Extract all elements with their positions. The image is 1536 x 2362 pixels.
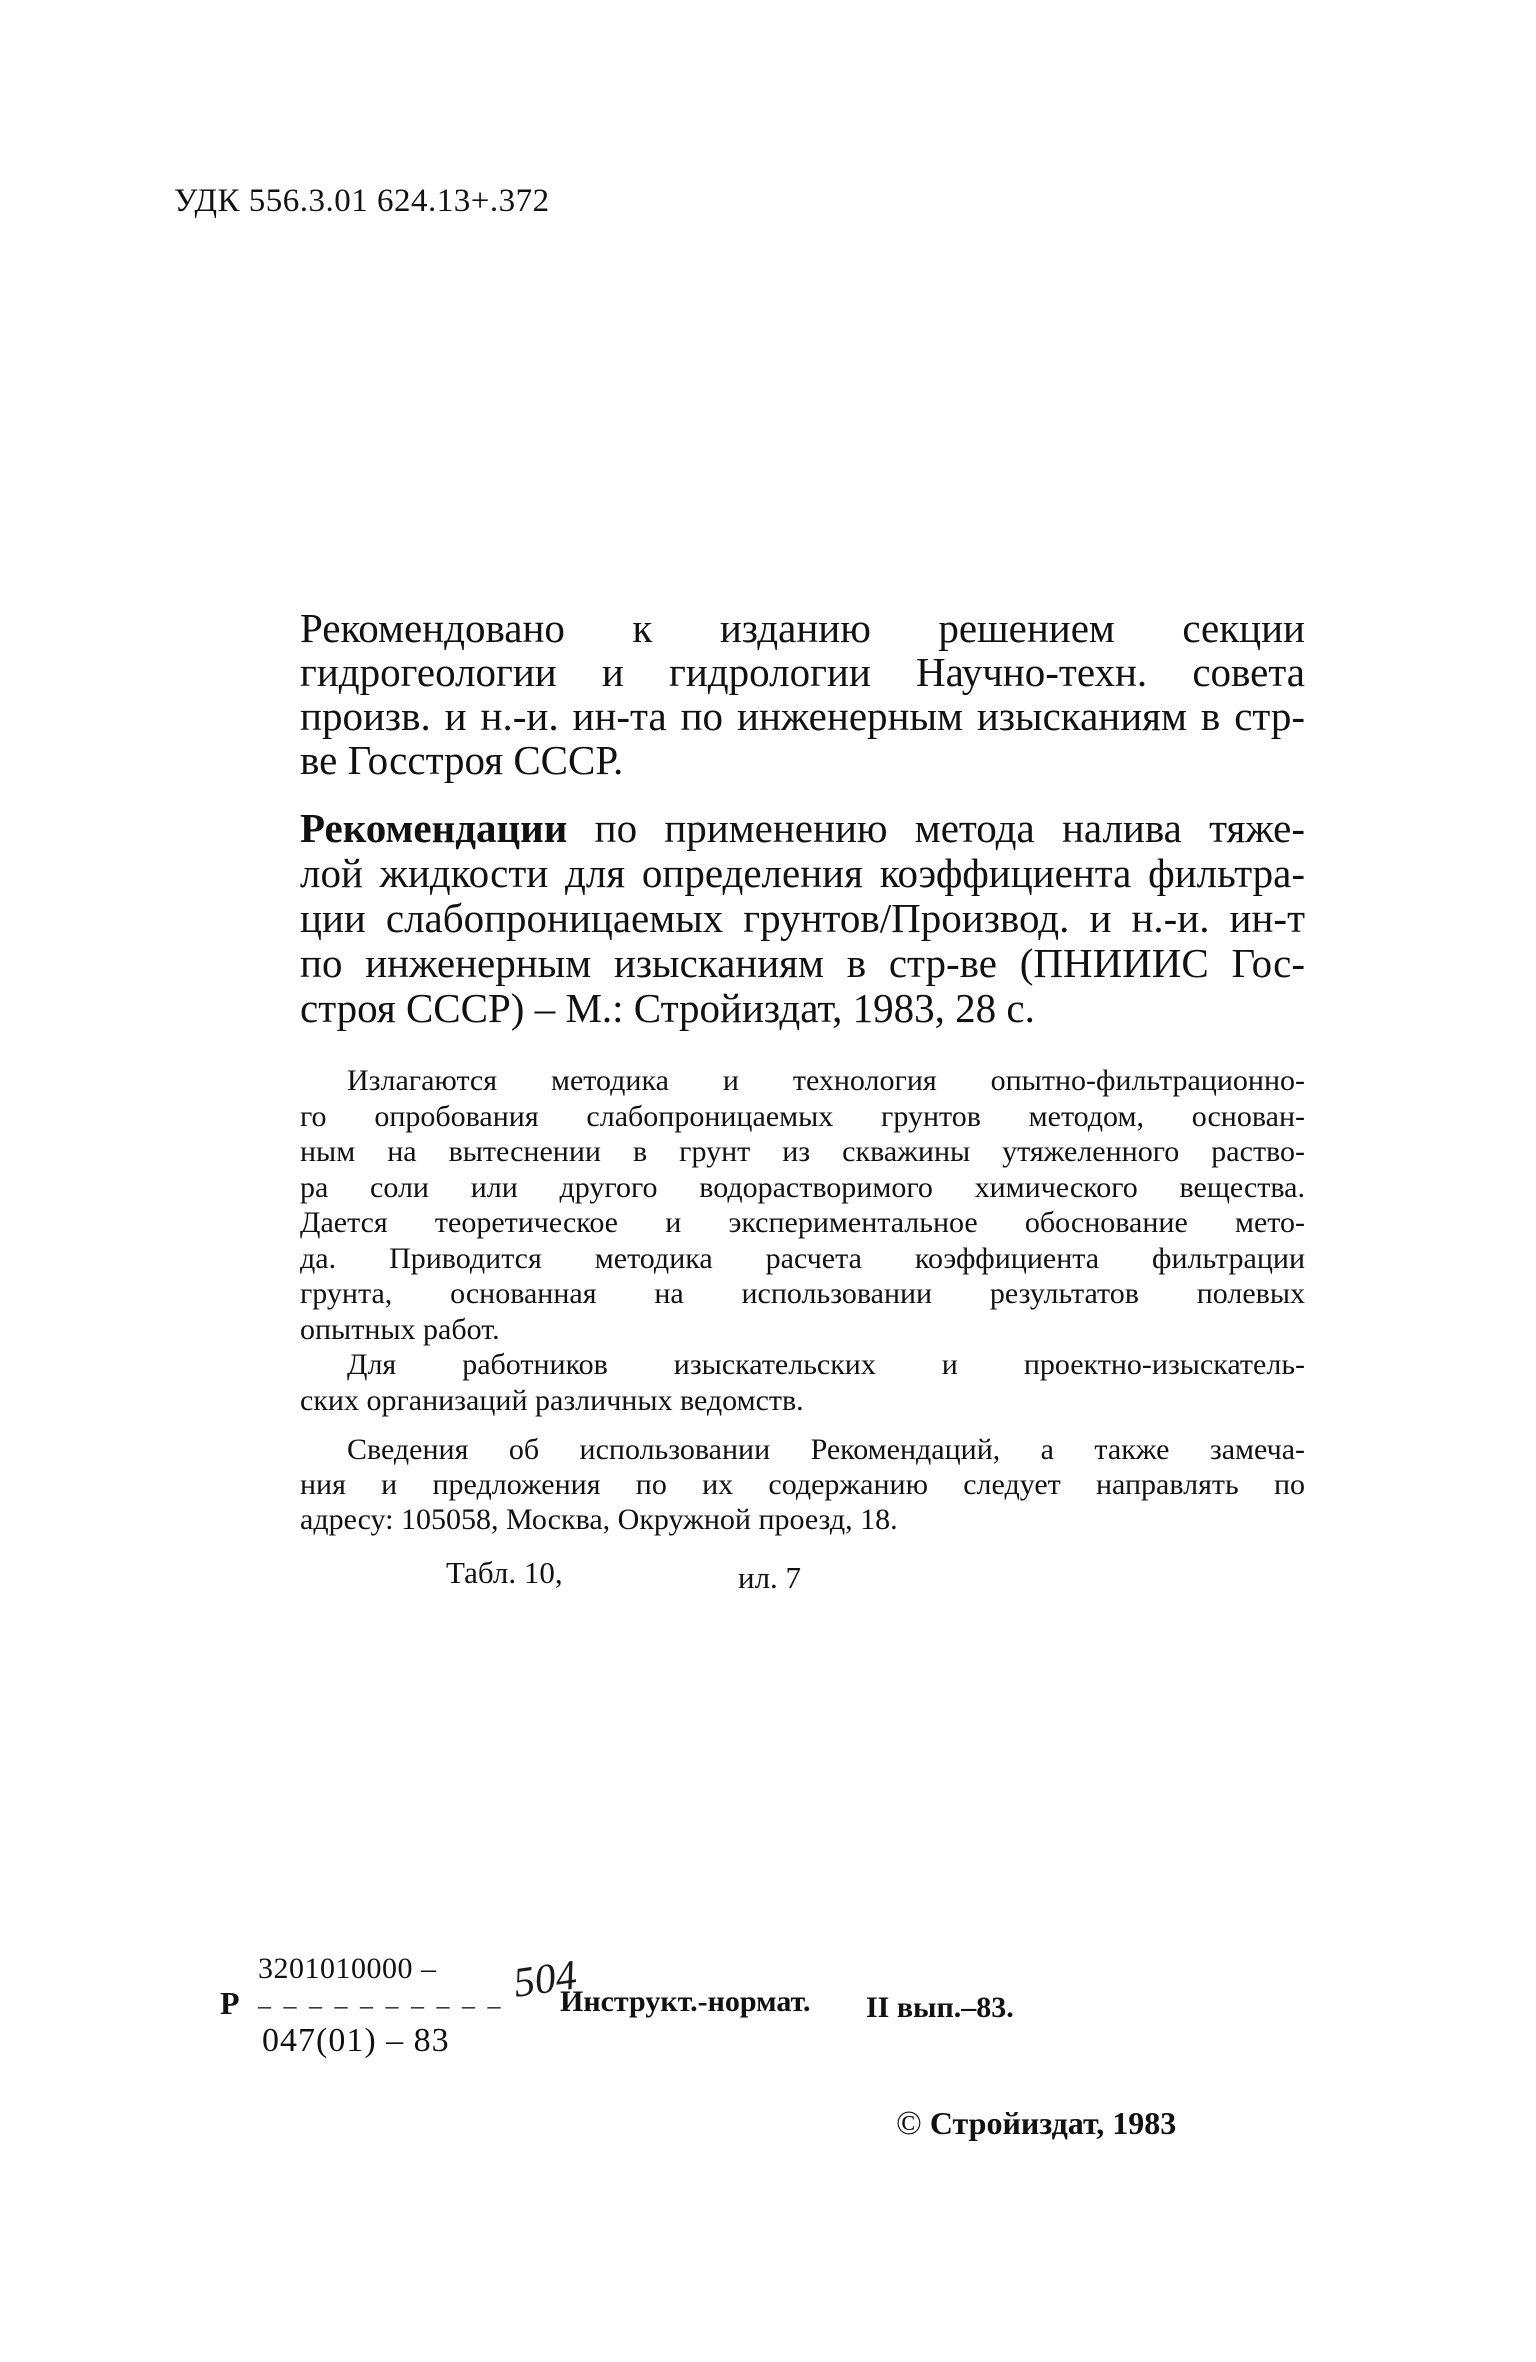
abstract-line: грунта, основанная на использовании результатов полевых: [300, 1277, 1305, 1310]
abstract-line: Излагаются методика и технология опытно-фильтрационно-: [347, 1064, 1305, 1097]
copyright-symbol: ©: [896, 2105, 922, 2142]
series-label: Инструкт.-нормат.: [560, 1985, 811, 2018]
bibliography-line: по инженерным изысканиям в стр-ве (ПНИИИС Гос-: [300, 940, 1305, 986]
bibliographic-description: [300, 806, 1305, 1031]
audience-line: Для работников изыскательских и проектно-изыскатель-: [347, 1348, 1305, 1381]
contact-line: адресу: 105058, Москва, Окружной проезд, 18.: [300, 1503, 898, 1536]
abstract-line: да. Приводится методика расчета коэффициента фильтрации: [300, 1241, 1305, 1275]
bibliography-line: лой жидкости для определения коэффициента фильтра-: [300, 850, 1305, 896]
catalog-code-denominator: 047(01) – 83: [262, 2022, 450, 2059]
tables-count: Табл. 10,: [446, 1555, 563, 1590]
bibliography-line-text: по применению метода налива тяже-: [567, 805, 1305, 851]
catalog-code-letter: Р: [220, 1985, 240, 2021]
abstract-paragraph: [300, 1063, 1305, 1347]
bibliography-title-word: Рекомендации: [300, 805, 568, 851]
bibliography-line: ции слабопроницаемых грунтов/Производ. и н.-и. ин-т: [300, 895, 1305, 941]
abstract-line: Дается теоретическое и экспериментальное обоснование мето-: [300, 1206, 1305, 1239]
abstract: [300, 1063, 1305, 1418]
bibliography-line: [300, 806, 1305, 851]
abstract-line: ра соли или другого водорастворимого химического вещества.: [300, 1170, 1305, 1204]
catalog-code-fraction-line: – – – – – – – – – –: [258, 1991, 504, 2020]
abstract-line: го опробования слабопроницаемых грунтов методом, основан-: [300, 1099, 1305, 1133]
audience-paragraph: [300, 1347, 1305, 1418]
edition-label: II вып.–83.: [866, 1991, 1014, 2024]
abstract-line: опытных работ.: [300, 1312, 500, 1346]
copyright-text: Стройиздат, 1983: [921, 2105, 1177, 2141]
audience-line: ских организаций различных ведомств.: [300, 1383, 804, 1417]
illustrations-count: ил. 7: [738, 1560, 802, 1595]
bibliography-line: строя СССР) – М.: Стройиздат, 1983, 28 с.: [300, 985, 1035, 1031]
contact-line: ния и предложения по их содержанию следует направлять по: [300, 1468, 1305, 1501]
handwritten-number: 504: [510, 1952, 580, 2007]
catalog-code-numerator: 3201010000 –: [258, 1952, 437, 1985]
contact-line: Сведения об использовании Рекомендаций, а также замеча-: [347, 1433, 1305, 1466]
approval-note: Рекомендовано к изданию решением секции гидрогеологии и гидрологии Научно-техн. совета произв. и н.-и. ин-та по инженерным изысканиям в стр-ве Госстроя СССР.: [300, 605, 1305, 783]
contact-info: [300, 1432, 1305, 1537]
abstract-line: ным на вытеснении в грунт из скважины утяжеленного раство-: [300, 1135, 1305, 1168]
udk-code: УДК 556.3.01 624.13+.372: [174, 183, 550, 219]
copyright: [896, 2105, 1176, 2143]
